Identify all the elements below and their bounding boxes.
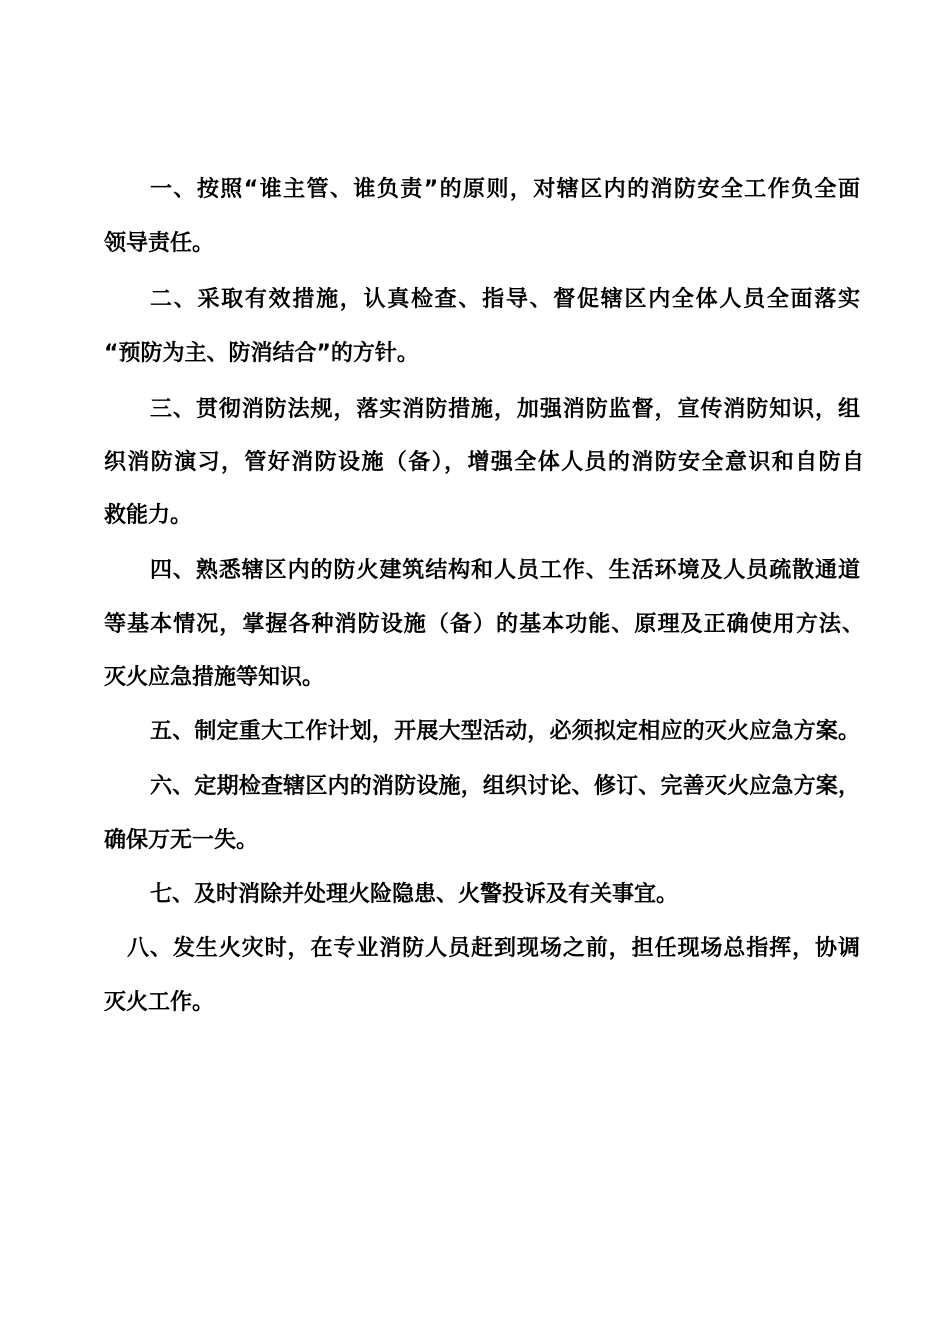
text-line: 八、发生火灾时，在专业消防人员赶到现场之前，担任现场总指挥，协调 — [127, 936, 860, 961]
text-line: 六、定期检查辖区内的消防设施，组织讨论、修订、完善灭火应急方案， — [150, 774, 860, 799]
text-line: 织消防演习，管好消防设施（备），增强全体人员的消防安全意识和自防自 — [104, 450, 864, 475]
text-line: 确保万无一失。 — [104, 828, 259, 853]
text-line: 七、及时消除并处理火险隐患、火警投诉及有关事宜。 — [150, 882, 679, 907]
text-line: 三、贯彻消防法规，落实消防措施，加强消防监督，宣传消防知识，组 — [150, 397, 860, 422]
text-line: 等基本情况，掌握各种消防设施（备）的基本功能、原理及正确使用方法、 — [104, 612, 864, 637]
text-line: 二、采取有效措施，认真检查、指导、督促辖区内全体人员全面落实 — [150, 287, 860, 312]
text-line: 一、按照“谁主管、谁负责”的原则，对辖区内的消防安全工作负全面 — [150, 177, 860, 202]
text-line: 灭火工作。 — [104, 990, 215, 1015]
text-line: 救能力。 — [104, 503, 193, 528]
text-line: 领导责任。 — [104, 231, 215, 256]
text-line: 灭火应急措施等知识。 — [104, 665, 325, 690]
text-line: 五、制定重大工作计划，开展大型活动，必须拟定相应的灭火应急方案。 — [150, 719, 860, 744]
text-line: “预防为主、防消结合”的方针。 — [104, 341, 419, 366]
text-line: 四、熟悉辖区内的防火建筑结构和人员工作、生活环境及人员疏散通道 — [150, 558, 860, 583]
